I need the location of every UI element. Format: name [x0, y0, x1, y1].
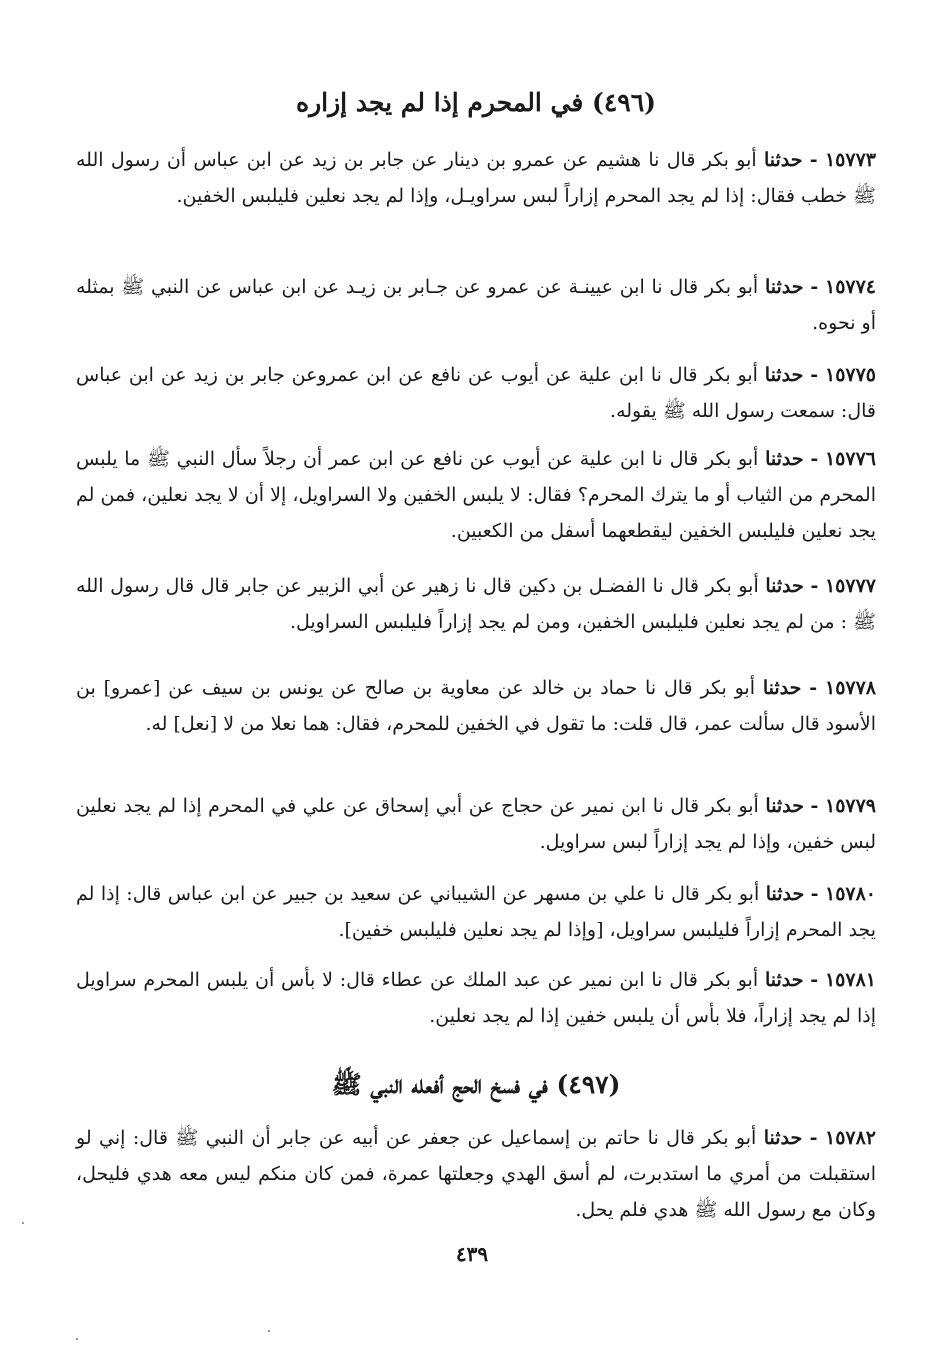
- hadith-number: ١٥٧٨١: [824, 969, 876, 991]
- chapter-title-496: (٤٩٦) في المحرم إذا لم يجد إزاره: [295, 88, 657, 117]
- hadith-15778: ١٥٧٧٨ - حدثنا أبو بكر قال نا حماد بن خالد عن معاوية بن صالح عن يونس بن سيف عن [عمرو] بن الأسود قال سألت عمر، قال قلت: ما تقول في الخفين للمحرم، فقال: هما نعلا من لا [نعل] له.: [76, 677, 877, 735]
- hadith-opening: حدثنا: [765, 448, 804, 470]
- hadith-opening: حدثنا: [765, 883, 805, 905]
- scan-speck: [22, 1222, 24, 1224]
- hadith-text: أبو بكر قال نا ابن نمير عن حجاج عن أبي إسحاق عن علي في المحرم إذا لم يجد نعلين لبس خفين، وإذا لم يجد إزاراً لبس سراويل.: [76, 795, 876, 853]
- hadith-opening: حدثنا: [764, 969, 804, 991]
- hadith-15775: ١٥٧٧٥ - حدثنا أبو بكر قال نا ابن علية عن أيوب عن نافع عن ابن عمروعن جابر بن زيد عن ابن عباس قال: سمعت رسول الله ﷺ يقوله.: [76, 364, 877, 422]
- hadith-text: أبو بكر قال نا ابن عيينـة عن عمرو عن جـابر بن زيـد عن ابن عباس عن النبي ﷺ بمثله أو نحوه.: [76, 276, 876, 334]
- hadith-number: ١٥٧٧٣: [824, 149, 876, 171]
- hadith-opening: حدثنا: [764, 364, 804, 386]
- hadith-text: أبو بكر قال نا ابن علية عن أيوب عن نافع عن ابن عمر أن رجلاً سأل النبي ﷺ ما يلبس المحرم من الثياب أو ما يترك المحرم؟ فقال: لا يلبس الخفين ولا السراويل، إلا أن لا يجد نعلين، فمن لم يجد نعلين فليلبس الخفين ليقطعهما أسفل من الكعبين.: [76, 448, 876, 542]
- hadith-number: ١٥٧٧٩: [824, 795, 877, 817]
- hadith-opening: حدثنا: [763, 1127, 803, 1149]
- hadith-number: ١٥٧٧٨: [824, 677, 877, 699]
- hadith-text: أبو بكر قال نا الفضـل بن دكين قال نا زهير عن أبي الزبير عن جابر قال قال رسول الله ﷺ : من لم يجد نعلين فليلبس الخفين، ومن لم يجد إزاراً فليلبس السراويل.: [76, 575, 876, 633]
- hadith-text: أبو بكر قال نا حماد بن خالد عن معاوية بن صالح عن يونس بن سيف عن [عمرو] بن الأسود قال سألت عمر، قال قلت: ما تقول في الخفين للمحرم، فقال: هما نعلا من لا [نعل] له.: [76, 677, 876, 735]
- hadith-opening: حدثنا: [765, 795, 804, 817]
- hadith-15776: ١٥٧٧٦ - حدثنا أبو بكر قال نا ابن علية عن أيوب عن نافع عن ابن عمر أن رجلاً سأل النبي ﷺ ما يلبس المحرم من الثياب أو ما يترك المحرم؟ فقال: لا يلبس الخفين ولا السراويل، إلا أن لا يجد نعلين، فمن لم يجد نعلين فليلبس الخفين ليقطعهما أسفل من الكعبين.: [76, 448, 876, 542]
- chapter-title-497: (٤٩٧) في فسخ الحج أفعله النبي ﷺ: [331, 1070, 621, 1099]
- hadith-number: ١٥٧٧٧: [824, 575, 876, 597]
- hadith-number: ١٥٧٧٤: [824, 276, 877, 298]
- hadith-15780: ١٥٧٨٠ - حدثنا أبو بكر قال نا علي بن مسهر عن الشيباني عن سعيد بن جبير عن ابن عباس قال: إذا لم يجد المحرم إزاراً فليلبس سراويل، [وإذا لم يجد نعلين فليلبس خفين].: [76, 883, 877, 941]
- hadith-15779: ١٥٧٧٩ - حدثنا أبو بكر قال نا ابن نمير عن حجاج عن أبي إسحاق عن علي في المحرم إذا لم يجد نعلين لبس خفين، وإذا لم يجد إزاراً لبس سراويل.: [76, 795, 877, 853]
- hadith-text: أبو بكر قال نا هشيم عن عمرو بن دينار عن جابر بن زيد عن ابن عباس أن رسول الله ﷺ خطب فقال: إذا لم يجد المحرم إزاراً لبس سراويـل، وإذا لم يجد نعلين فليلبس الخفين.: [76, 149, 876, 207]
- hadith-15782: ١٥٧٨٢ - حدثنا أبو بكر قال نا حاتم بن إسماعيل عن جعفر عن أبيه عن جابر أن النبي ﷺ قال: إني لو استقبلت من أمري ما استدبرت، لم أسق الهدي وجعلتها عمرة، فمن كان منكم ليس معه هدي فليحل، وكان مع رسول الله ﷺ هدي فلم يحل.: [76, 1127, 877, 1221]
- hadith-15781: ١٥٧٨١ - حدثنا أبو بكر قال نا ابن نمير عن عبد الملك عن عطاء قال: لا بأس أن يلبس المحرم سراويل إذا لم يجد إزاراً، فلا بأس أن يلبس خفين إذا لم يجد نعلين.: [76, 969, 876, 1027]
- hadith-15773: ١٥٧٧٣ - حدثنا أبو بكر قال نا هشيم عن عمرو بن دينار عن جابر بن زيد عن ابن عباس أن رسول الله ﷺ خطب فقال: إذا لم يجد المحرم إزاراً لبس سراويـل، وإذا لم يجد نعلين فليلبس الخفين.: [76, 149, 876, 207]
- scan-speck: [76, 1338, 78, 1340]
- hadith-opening: حدثنا: [762, 677, 802, 699]
- hadith-text: أبو بكر قال نا حاتم بن إسماعيل عن جعفر عن أبيه عن جابر أن النبي ﷺ قال: إني لو استقبلت من أمري ما استدبرت، لم أسق الهدي وجعلتها عمرة، فمن كان منكم ليس معه هدي فليحل، وكان مع رسول الله ﷺ هدي فلم يحل.: [76, 1127, 876, 1221]
- hadith-number: ١٥٧٧٥: [824, 364, 877, 386]
- hadith-number: ١٥٧٨٢: [824, 1127, 877, 1149]
- hadith-text: أبو بكر قال نا علي بن مسهر عن الشيباني عن سعيد بن جبير عن ابن عباس قال: إذا لم يجد المحرم إزاراً فليلبس سراويل، [وإذا لم يجد نعلين فليلبس خفين].: [76, 883, 876, 941]
- hadith-opening: حدثنا: [765, 575, 804, 597]
- scan-speck: [268, 1330, 270, 1332]
- hadith-number: ١٥٧٧٦: [824, 448, 876, 470]
- hadith-15777: ١٥٧٧٧ - حدثنا أبو بكر قال نا الفضـل بن دكين قال نا زهير عن أبي الزبير عن جابر قال قال رسول الله ﷺ : من لم يجد نعلين فليلبس الخفين، ومن لم يجد إزاراً فليلبس السراويل.: [76, 575, 876, 633]
- hadith-opening: حدثنا: [763, 149, 803, 171]
- hadith-opening: حدثنا: [765, 276, 804, 298]
- hadith-text: أبو بكر قال نا ابن نمير عن عبد الملك عن عطاء قال: لا بأس أن يلبس المحرم سراويل إذا لم يجد إزاراً، فلا بأس أن يلبس خفين إذا لم يجد نعلين.: [76, 969, 876, 1027]
- hadith-text: أبو بكر قال نا ابن علية عن أيوب عن نافع عن ابن عمروعن جابر بن زيد عن ابن عباس قال: سمعت رسول الله ﷺ يقوله.: [76, 364, 876, 422]
- hadith-15774: ١٥٧٧٤ - حدثنا أبو بكر قال نا ابن عيينـة عن عمرو عن جـابر بن زيـد عن ابن عباس عن النبي ﷺ بمثله أو نحوه.: [76, 276, 877, 334]
- page-number: ٤٣٩: [455, 1242, 489, 1266]
- hadith-number: ١٥٧٨٠: [824, 883, 877, 905]
